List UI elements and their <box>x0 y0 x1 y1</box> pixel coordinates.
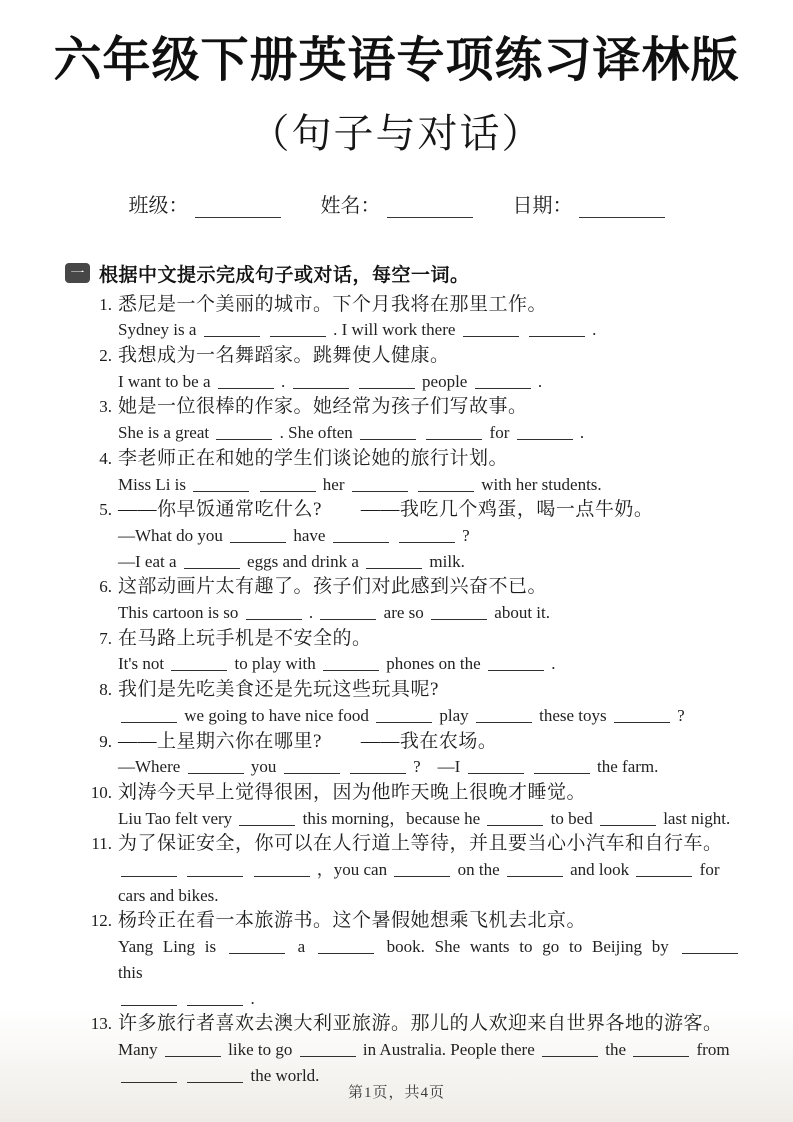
answer-blank <box>600 811 656 826</box>
question-english-line: —What do you have ? <box>118 525 470 545</box>
answer-blank <box>352 477 408 492</box>
question-number: 3. <box>99 397 112 417</box>
name-label: 姓名： <box>320 194 381 217</box>
answer-blank <box>171 656 227 671</box>
question-chinese: ——上星期六你在哪里? ——我在农场。 <box>118 730 498 752</box>
answer-blank <box>187 991 243 1006</box>
answer-blank <box>488 656 544 671</box>
answer-blank <box>366 554 422 569</box>
class-label: 班级： <box>128 194 189 217</box>
question-english-line: Sydney is a . I will work there . <box>118 320 597 340</box>
question-chinese-row <box>88 1011 763 1037</box>
answer-blank <box>487 811 543 826</box>
question-chinese-row <box>88 394 763 420</box>
answer-blank <box>229 939 285 954</box>
question-item <box>88 908 763 1011</box>
section-number-badge: 一 <box>65 263 90 283</box>
question-chinese: 在马路上玩手机是不安全的。 <box>118 627 372 649</box>
page-footer <box>0 1081 793 1102</box>
question-english-line: cars and bikes. <box>118 885 219 905</box>
answer-blank <box>614 708 670 723</box>
answer-blank <box>246 605 302 620</box>
question-number: 1. <box>99 294 112 314</box>
answer-blank <box>682 939 738 954</box>
question-english-line: Many like to go in Australia. People there the from <box>118 1039 730 1059</box>
answer-blank <box>216 425 272 440</box>
answer-blank <box>293 374 349 389</box>
answer-blank <box>431 605 487 620</box>
answer-blank <box>121 862 177 877</box>
answer-blank <box>320 605 376 620</box>
question-english-line: —Where you ? —I the farm. <box>118 757 659 777</box>
question-number: 6. <box>99 577 112 597</box>
question-chinese-row <box>88 677 763 703</box>
question-number: 10. <box>90 782 112 802</box>
answer-blank <box>360 425 416 440</box>
question-number: 8. <box>99 680 112 700</box>
answer-blank <box>376 708 432 723</box>
answer-blank <box>187 862 243 877</box>
student-info-line <box>0 189 793 218</box>
answer-blank <box>633 1042 689 1057</box>
section-instruction: 根据中文提示完成句子或对话，每空一词。 <box>99 264 470 286</box>
answer-blank <box>507 862 563 877</box>
answer-blank <box>318 939 374 954</box>
question-number: 11. <box>91 834 112 854</box>
answer-blank <box>204 322 260 337</box>
question-number: 7. <box>99 628 112 648</box>
question-english-line: She is a great . She often for . <box>118 423 585 443</box>
question-item <box>88 292 763 343</box>
question-number: 5. <box>99 500 112 520</box>
question-english-line: we going to have nice food play these toys ? <box>118 703 763 729</box>
answer-blank <box>517 425 573 440</box>
question-item <box>88 446 763 497</box>
answer-blank <box>359 374 415 389</box>
question-item <box>88 574 763 625</box>
question-number: 13. <box>90 1014 112 1034</box>
question-english-line: This cartoon is so . are so about it. <box>118 603 550 623</box>
answer-blank <box>468 759 524 774</box>
question-chinese-row <box>88 497 763 523</box>
date-blank <box>579 199 665 218</box>
answer-blank <box>350 759 406 774</box>
question-chinese-row <box>88 626 763 652</box>
section-header <box>0 260 793 287</box>
question-chinese-row <box>88 343 763 369</box>
question-chinese-row <box>88 574 763 600</box>
question-number: 4. <box>99 448 112 468</box>
answer-blank <box>534 759 590 774</box>
answer-blank <box>300 1042 356 1057</box>
question-chinese-row <box>88 908 763 934</box>
question-item <box>88 780 763 831</box>
question-chinese: 我想成为一名舞蹈家。跳舞使人健康。 <box>118 345 450 366</box>
answer-blank <box>394 862 450 877</box>
answer-blank <box>165 1042 221 1057</box>
question-chinese-row <box>88 831 763 857</box>
question-number: 2. <box>99 346 112 365</box>
question-chinese: ——你早饭通常吃什么? ——我吃几个鸡蛋，喝一点牛奶。 <box>118 499 654 521</box>
question-chinese-row <box>88 292 763 318</box>
question-chinese: 刘涛今天早上觉得很困，因为他昨天晚上很晚才睡觉。 <box>118 781 587 803</box>
answer-blank <box>399 528 455 543</box>
answer-blank <box>260 477 316 492</box>
answer-blank <box>323 656 379 671</box>
answer-blank <box>121 708 177 723</box>
question-chinese-row <box>88 780 763 806</box>
question-item <box>88 1011 763 1088</box>
answer-blank <box>121 991 177 1006</box>
question-item <box>88 626 763 677</box>
question-list <box>0 292 763 1089</box>
page-subtitle: （句子与对话） <box>249 110 544 156</box>
answer-blank <box>239 811 295 826</box>
answer-blank <box>188 759 244 774</box>
question-english-line: It's not to play with phones on the . <box>118 654 556 674</box>
question-chinese: 为了保证安全，你可以在人行道上等待，并且要当心小汽车和自行车。 <box>118 833 723 855</box>
question-english-line: Liu Tao felt very this morning，because he to bed last night. <box>118 808 731 828</box>
question-chinese: 这部动画片太有趣了。孩子们对此感到兴奋不已。 <box>118 576 548 598</box>
answer-blank <box>218 374 274 389</box>
question-chinese: 杨玲正在看一本旅游书。这个暑假她想乘飞机去北京。 <box>118 910 587 932</box>
class-blank <box>195 199 281 218</box>
page-number: 第1页，共4页 <box>347 1085 445 1101</box>
question-english-line: I want to be a . people . <box>118 371 543 391</box>
question-item <box>88 394 763 445</box>
question-chinese: 我们是先吃美食还是先玩这些玩具呢? <box>118 679 439 701</box>
answer-blank <box>463 322 519 337</box>
question-english-line: the world. <box>118 1063 763 1089</box>
name-field <box>321 189 473 218</box>
question-english-line: . <box>118 986 763 1012</box>
page-title: 六年级下册英语专项练习译林版 <box>53 34 740 87</box>
answer-blank <box>529 322 585 337</box>
answer-blank <box>230 528 286 543</box>
question-item <box>88 497 763 574</box>
name-blank <box>387 199 473 218</box>
answer-blank <box>426 425 482 440</box>
answer-blank <box>418 477 474 492</box>
class-field <box>129 189 281 218</box>
question-item <box>88 831 763 908</box>
answer-blank <box>476 708 532 723</box>
question-number: 9. <box>99 731 112 751</box>
question-item <box>88 729 763 780</box>
answer-blank <box>270 322 326 337</box>
answer-blank <box>475 374 531 389</box>
question-english-line: Yang Ling is a book. She wants to go to Beijing by this <box>118 937 751 982</box>
question-chinese: 许多旅行者喜欢去澳大利亚旅游。那儿的人欢迎来自世界各地的游客。 <box>118 1013 723 1035</box>
answer-blank <box>254 862 310 877</box>
question-chinese: 悉尼是一个美丽的城市。下个月我将在那里工作。 <box>118 293 548 315</box>
answer-blank <box>333 528 389 543</box>
question-english-line: Miss Li is her with her students. <box>118 474 602 494</box>
question-chinese-row <box>88 729 763 755</box>
question-chinese: 李老师正在和她的学生们谈论她的旅行计划。 <box>118 447 509 469</box>
answer-blank <box>636 862 692 877</box>
answer-blank <box>284 759 340 774</box>
date-field <box>513 189 665 218</box>
question-item <box>88 677 763 728</box>
answer-blank <box>542 1042 598 1057</box>
answer-blank <box>184 554 240 569</box>
question-english-line: —I eat a eggs and drink a milk. <box>118 551 465 571</box>
date-label: 日期： <box>512 194 573 217</box>
question-number: 12. <box>90 911 112 931</box>
answer-blank <box>193 477 249 492</box>
question-item <box>88 343 763 394</box>
question-chinese: 她是一位很棒的作家。她经常为孩子们写故事。 <box>118 396 528 418</box>
question-chinese-row <box>88 446 763 472</box>
question-english-line: ，you can on the and look for <box>118 857 763 883</box>
